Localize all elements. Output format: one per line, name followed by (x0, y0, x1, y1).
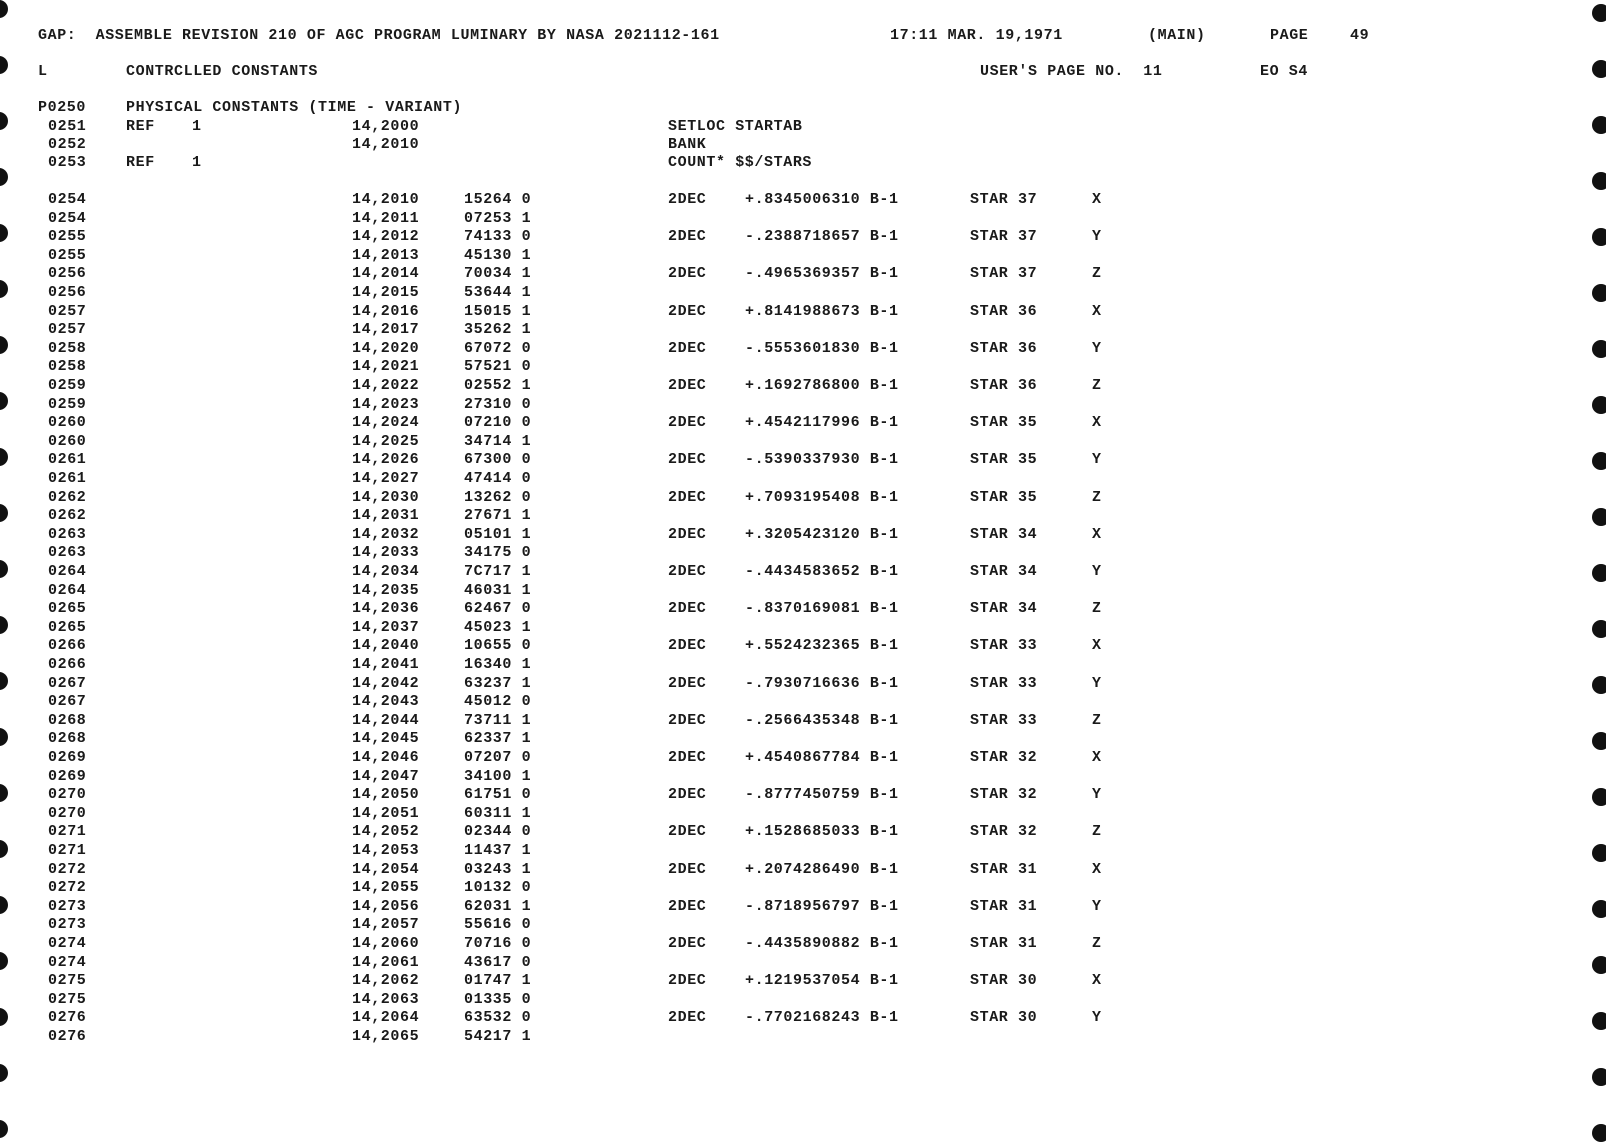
address: 14,2036 (352, 600, 420, 617)
octal-word: 27671 1 (464, 507, 532, 524)
axis-label: Z (1092, 600, 1102, 617)
address: 14,2025 (352, 433, 420, 450)
tractor-hole (0, 672, 8, 690)
constant-value: +.1528685033 B-1 (745, 823, 899, 840)
tractor-hole (1592, 284, 1606, 302)
address: 14,2056 (352, 898, 420, 915)
tractor-hole (0, 280, 8, 298)
tractor-hole (1592, 4, 1606, 22)
tractor-hole (0, 392, 8, 410)
octal-word: 35262 1 (464, 321, 532, 338)
star-label: STAR 37 (970, 265, 1038, 282)
line-number: 0254 (48, 191, 87, 208)
axis-label: X (1092, 303, 1102, 320)
opcode: 2DEC (668, 377, 707, 394)
line-number: 0254 (48, 210, 87, 227)
octal-word: 34100 1 (464, 768, 532, 785)
tractor-hole (0, 952, 8, 970)
line-number: 0257 (48, 321, 87, 338)
line-number: 0256 (48, 265, 87, 282)
octal-word: 03243 1 (464, 861, 532, 878)
address: 14,2030 (352, 489, 420, 506)
axis-label: Y (1092, 451, 1102, 468)
line-number: 0275 (48, 991, 87, 1008)
tractor-hole (1592, 732, 1606, 750)
star-label: STAR 35 (970, 451, 1038, 468)
tractor-hole (0, 336, 8, 354)
address: 14,2037 (352, 619, 420, 636)
subheader-code: EO S4 (1260, 63, 1309, 80)
constant-value: -.5390337930 B-1 (745, 451, 899, 468)
tractor-hole (0, 616, 8, 634)
address: 14,2044 (352, 712, 420, 729)
address: 14,2026 (352, 451, 420, 468)
octal-word: 70034 1 (464, 265, 532, 282)
line-number: 0269 (48, 749, 87, 766)
star-label: STAR 35 (970, 489, 1038, 506)
axis-label: Y (1092, 340, 1102, 357)
line-number: 0266 (48, 656, 87, 673)
address: 14,2027 (352, 470, 420, 487)
address: 14,2055 (352, 879, 420, 896)
opcode: 2DEC (668, 191, 707, 208)
octal-word: 11437 1 (464, 842, 532, 859)
star-label: STAR 32 (970, 786, 1038, 803)
constant-value: -.4435890882 B-1 (745, 935, 899, 952)
axis-label: Z (1092, 712, 1102, 729)
address: 14,2057 (352, 916, 420, 933)
opcode: 2DEC (668, 749, 707, 766)
address: 14,2021 (352, 358, 420, 375)
constant-value: +.1692786800 B-1 (745, 377, 899, 394)
left-tractor-holes (0, 0, 10, 1145)
star-label: STAR 31 (970, 861, 1038, 878)
line-number: P0250 (38, 99, 87, 116)
axis-label: Z (1092, 377, 1102, 394)
octal-word: 13262 0 (464, 489, 532, 506)
opcode: 2DEC (668, 228, 707, 245)
tractor-hole (0, 784, 8, 802)
opcode: 2DEC (668, 675, 707, 692)
line-number: 0262 (48, 507, 87, 524)
octal-word: 45130 1 (464, 247, 532, 264)
octal-word: 73711 1 (464, 712, 532, 729)
tractor-hole (1592, 1124, 1606, 1142)
axis-label: X (1092, 749, 1102, 766)
opcode: 2DEC (668, 563, 707, 580)
constant-value: +.1219537054 B-1 (745, 972, 899, 989)
star-label: STAR 30 (970, 972, 1038, 989)
star-label: STAR 30 (970, 1009, 1038, 1026)
line-number: 0260 (48, 414, 87, 431)
star-label: STAR 36 (970, 377, 1038, 394)
line-number: 0268 (48, 730, 87, 747)
address: 14,2010 (352, 191, 420, 208)
octal-word: 62031 1 (464, 898, 532, 915)
star-label: STAR 32 (970, 823, 1038, 840)
constant-value: +.2074286490 B-1 (745, 861, 899, 878)
tractor-hole (0, 1120, 8, 1138)
star-label: STAR 32 (970, 749, 1038, 766)
line-number: 0251 (48, 118, 87, 135)
opcode: 2DEC (668, 451, 707, 468)
tractor-hole (1592, 60, 1606, 78)
subheader-title: CONTRCLLED CONSTANTS (126, 63, 319, 80)
line-number: 0253 (48, 154, 87, 171)
line-number: 0271 (48, 842, 87, 859)
octal-word: 05101 1 (464, 526, 532, 543)
ref-number: 1 (192, 154, 202, 171)
line-number: 0273 (48, 916, 87, 933)
tractor-hole (0, 224, 8, 242)
line-number: 0265 (48, 600, 87, 617)
opcode: 2DEC (668, 972, 707, 989)
address: 14,2033 (352, 544, 420, 561)
constant-value: -.2388718657 B-1 (745, 228, 899, 245)
octal-word: 15264 0 (464, 191, 532, 208)
octal-word: 07253 1 (464, 210, 532, 227)
tractor-hole (0, 448, 8, 466)
address: 14,2041 (352, 656, 420, 673)
line-number: 0265 (48, 619, 87, 636)
octal-word: 70716 0 (464, 935, 532, 952)
line-number: 0261 (48, 451, 87, 468)
constant-value: -.8370169081 B-1 (745, 600, 899, 617)
address: 14,2024 (352, 414, 420, 431)
header-section: (MAIN) (1148, 27, 1206, 44)
octal-word: 46031 1 (464, 582, 532, 599)
tractor-hole (1592, 676, 1606, 694)
constant-value: -.4965369357 B-1 (745, 265, 899, 282)
constant-value: -.7930716636 B-1 (745, 675, 899, 692)
line-number: 0259 (48, 377, 87, 394)
tractor-hole (1592, 620, 1606, 638)
address: 14,2053 (352, 842, 420, 859)
octal-word: 7C717 1 (464, 563, 532, 580)
tractor-hole (0, 0, 8, 18)
address: 14,2032 (352, 526, 420, 543)
address: 14,2061 (352, 954, 420, 971)
star-label: STAR 37 (970, 228, 1038, 245)
opcode: 2DEC (668, 489, 707, 506)
octal-word: 47414 0 (464, 470, 532, 487)
tractor-hole (0, 504, 8, 522)
octal-word: 02344 0 (464, 823, 532, 840)
star-label: STAR 36 (970, 340, 1038, 357)
tractor-hole (1592, 172, 1606, 190)
line-number: 0270 (48, 786, 87, 803)
address: 14,2065 (352, 1028, 420, 1045)
star-label: STAR 36 (970, 303, 1038, 320)
opcode: 2DEC (668, 861, 707, 878)
address: 14,2060 (352, 935, 420, 952)
constant-value: -.8718956797 B-1 (745, 898, 899, 915)
line-number: 0275 (48, 972, 87, 989)
constant-value: -.5553601830 B-1 (745, 340, 899, 357)
tractor-hole (1592, 116, 1606, 134)
constant-value: -.4434583652 B-1 (745, 563, 899, 580)
octal-word: 01747 1 (464, 972, 532, 989)
line-number: 0274 (48, 954, 87, 971)
tractor-hole (0, 168, 8, 186)
constant-value: -.8777450759 B-1 (745, 786, 899, 803)
line-number: 0272 (48, 879, 87, 896)
octal-word: 63532 0 (464, 1009, 532, 1026)
line-number: 0276 (48, 1028, 87, 1045)
axis-label: X (1092, 861, 1102, 878)
line-number: 0267 (48, 675, 87, 692)
address: 14,2050 (352, 786, 420, 803)
tractor-hole (1592, 452, 1606, 470)
line-number: 0268 (48, 712, 87, 729)
octal-word: 61751 0 (464, 786, 532, 803)
address: 14,2051 (352, 805, 420, 822)
octal-word: 15015 1 (464, 303, 532, 320)
tractor-hole (1592, 1068, 1606, 1086)
opcode: 2DEC (668, 935, 707, 952)
line-number: 0263 (48, 544, 87, 561)
octal-word: 16340 1 (464, 656, 532, 673)
opcode: 2DEC (668, 712, 707, 729)
tractor-hole (0, 56, 8, 74)
line-number: 0264 (48, 563, 87, 580)
axis-label: Y (1092, 898, 1102, 915)
address: 14,2015 (352, 284, 420, 301)
address: 14,2063 (352, 991, 420, 1008)
tractor-hole (1592, 564, 1606, 582)
star-label: STAR 34 (970, 563, 1038, 580)
axis-label: X (1092, 191, 1102, 208)
line-number: 0273 (48, 898, 87, 915)
address: 14,2054 (352, 861, 420, 878)
axis-label: X (1092, 637, 1102, 654)
subheader-flag: L (38, 63, 48, 80)
ref-label: REF (126, 154, 155, 171)
axis-label: Y (1092, 786, 1102, 803)
octal-word: 62467 0 (464, 600, 532, 617)
address: 14,2042 (352, 675, 420, 692)
octal-word: 07210 0 (464, 414, 532, 431)
opcode: 2DEC (668, 823, 707, 840)
opcode: 2DEC (668, 898, 707, 915)
octal-word: 55616 0 (464, 916, 532, 933)
tractor-hole (0, 1064, 8, 1082)
directive: SETLOC STARTAB (668, 118, 803, 135)
constant-value: +.5524232365 B-1 (745, 637, 899, 654)
axis-label: Y (1092, 563, 1102, 580)
opcode: 2DEC (668, 637, 707, 654)
line-number: 0263 (48, 526, 87, 543)
address: 14,2012 (352, 228, 420, 245)
address: 14,2046 (352, 749, 420, 766)
opcode: 2DEC (668, 340, 707, 357)
octal-word: 74133 0 (464, 228, 532, 245)
tractor-hole (1592, 844, 1606, 862)
axis-label: Y (1092, 1009, 1102, 1026)
star-label: STAR 33 (970, 637, 1038, 654)
constant-value: -.2566435348 B-1 (745, 712, 899, 729)
star-label: STAR 31 (970, 898, 1038, 915)
tractor-hole (1592, 508, 1606, 526)
tractor-hole (0, 896, 8, 914)
line-number: 0252 (48, 136, 87, 153)
address: 14,2011 (352, 210, 420, 227)
octal-word: 57521 0 (464, 358, 532, 375)
address: 14,2000 (352, 118, 420, 135)
address: 14,2062 (352, 972, 420, 989)
header-page-number: 49 (1350, 27, 1370, 44)
axis-label: Z (1092, 265, 1102, 282)
address: 14,2040 (352, 637, 420, 654)
octal-word: 67300 0 (464, 451, 532, 468)
octal-word: 45023 1 (464, 619, 532, 636)
line-number: 0258 (48, 358, 87, 375)
line-number: 0276 (48, 1009, 87, 1026)
constant-value: +.3205423120 B-1 (745, 526, 899, 543)
octal-word: 45012 0 (464, 693, 532, 710)
octal-word: 62337 1 (464, 730, 532, 747)
line-number: 0272 (48, 861, 87, 878)
octal-word: 63237 1 (464, 675, 532, 692)
line-number: 0262 (48, 489, 87, 506)
constant-value: +.8141988673 B-1 (745, 303, 899, 320)
star-label: STAR 37 (970, 191, 1038, 208)
octal-word: 43617 0 (464, 954, 532, 971)
address: 14,2010 (352, 136, 420, 153)
line-number: 0274 (48, 935, 87, 952)
tractor-hole (1592, 228, 1606, 246)
line-number: 0259 (48, 396, 87, 413)
line-number: 0269 (48, 768, 87, 785)
axis-label: X (1092, 414, 1102, 431)
tractor-hole (0, 728, 8, 746)
octal-word: 02552 1 (464, 377, 532, 394)
address: 14,2022 (352, 377, 420, 394)
address: 14,2017 (352, 321, 420, 338)
axis-label: Z (1092, 823, 1102, 840)
line-number: 0266 (48, 637, 87, 654)
opcode: 2DEC (668, 786, 707, 803)
tractor-hole (1592, 788, 1606, 806)
octal-word: 10132 0 (464, 879, 532, 896)
axis-label: X (1092, 972, 1102, 989)
tractor-hole (1592, 956, 1606, 974)
address: 14,2034 (352, 563, 420, 580)
users-page-number: USER'S PAGE NO. 11 (980, 63, 1163, 80)
octal-word: 01335 0 (464, 991, 532, 1008)
line-number: 0255 (48, 247, 87, 264)
octal-word: 54217 1 (464, 1028, 532, 1045)
star-label: STAR 33 (970, 675, 1038, 692)
axis-label: Z (1092, 489, 1102, 506)
octal-word: 34714 1 (464, 433, 532, 450)
star-label: STAR 31 (970, 935, 1038, 952)
tractor-hole (0, 840, 8, 858)
opcode: 2DEC (668, 600, 707, 617)
header-time: 17:11 MAR. 19,1971 (890, 27, 1063, 44)
tractor-hole (1592, 340, 1606, 358)
star-label: STAR 35 (970, 414, 1038, 431)
line-number: 0261 (48, 470, 87, 487)
address: 14,2052 (352, 823, 420, 840)
address: 14,2035 (352, 582, 420, 599)
octal-word: 67072 0 (464, 340, 532, 357)
axis-label: Y (1092, 228, 1102, 245)
line-number: 0256 (48, 284, 87, 301)
constant-value: -.7702168243 B-1 (745, 1009, 899, 1026)
address: 14,2016 (352, 303, 420, 320)
line-number: 0267 (48, 693, 87, 710)
directive: BANK (668, 136, 707, 153)
address: 14,2064 (352, 1009, 420, 1026)
opcode: 2DEC (668, 265, 707, 282)
constant-value: +.4542117996 B-1 (745, 414, 899, 431)
tractor-hole (0, 1008, 8, 1026)
opcode: 2DEC (668, 414, 707, 431)
axis-label: X (1092, 526, 1102, 543)
directive: COUNT* $$/STARS (668, 154, 813, 171)
address: 14,2023 (352, 396, 420, 413)
line-number: 0271 (48, 823, 87, 840)
opcode: 2DEC (668, 1009, 707, 1026)
opcode: 2DEC (668, 303, 707, 320)
header-page-label: PAGE (1270, 27, 1309, 44)
line-number: 0258 (48, 340, 87, 357)
header-title: GAP: ASSEMBLE REVISION 210 OF AGC PROGRAM LUMINARY BY NASA 2021112-161 (38, 27, 720, 44)
octal-word: 53644 1 (464, 284, 532, 301)
star-label: STAR 33 (970, 712, 1038, 729)
constant-value: +.8345006310 B-1 (745, 191, 899, 208)
line-number: 0257 (48, 303, 87, 320)
tractor-hole (1592, 396, 1606, 414)
address: 14,2047 (352, 768, 420, 785)
address: 14,2043 (352, 693, 420, 710)
ref-label: REF (126, 118, 155, 135)
address: 14,2045 (352, 730, 420, 747)
line-number: 0260 (48, 433, 87, 450)
opcode: 2DEC (668, 526, 707, 543)
ref-number: 1 (192, 118, 202, 135)
address: 14,2031 (352, 507, 420, 524)
star-label: STAR 34 (970, 526, 1038, 543)
octal-word: 10655 0 (464, 637, 532, 654)
tractor-hole (1592, 1012, 1606, 1030)
tractor-hole (1592, 900, 1606, 918)
tractor-hole (0, 560, 8, 578)
line-number: 0270 (48, 805, 87, 822)
star-label: STAR 34 (970, 600, 1038, 617)
address: 14,2020 (352, 340, 420, 357)
right-tractor-holes (1592, 0, 1606, 1145)
tractor-hole (0, 112, 8, 130)
constant-value: +.7093195408 B-1 (745, 489, 899, 506)
octal-word: 60311 1 (464, 805, 532, 822)
axis-label: Y (1092, 675, 1102, 692)
section-heading: PHYSICAL CONSTANTS (TIME - VARIANT) (126, 99, 463, 116)
address: 14,2014 (352, 265, 420, 282)
octal-word: 07207 0 (464, 749, 532, 766)
line-number: 0255 (48, 228, 87, 245)
octal-word: 27310 0 (464, 396, 532, 413)
octal-word: 34175 0 (464, 544, 532, 561)
line-number: 0264 (48, 582, 87, 599)
axis-label: Z (1092, 935, 1102, 952)
constant-value: +.4540867784 B-1 (745, 749, 899, 766)
address: 14,2013 (352, 247, 420, 264)
